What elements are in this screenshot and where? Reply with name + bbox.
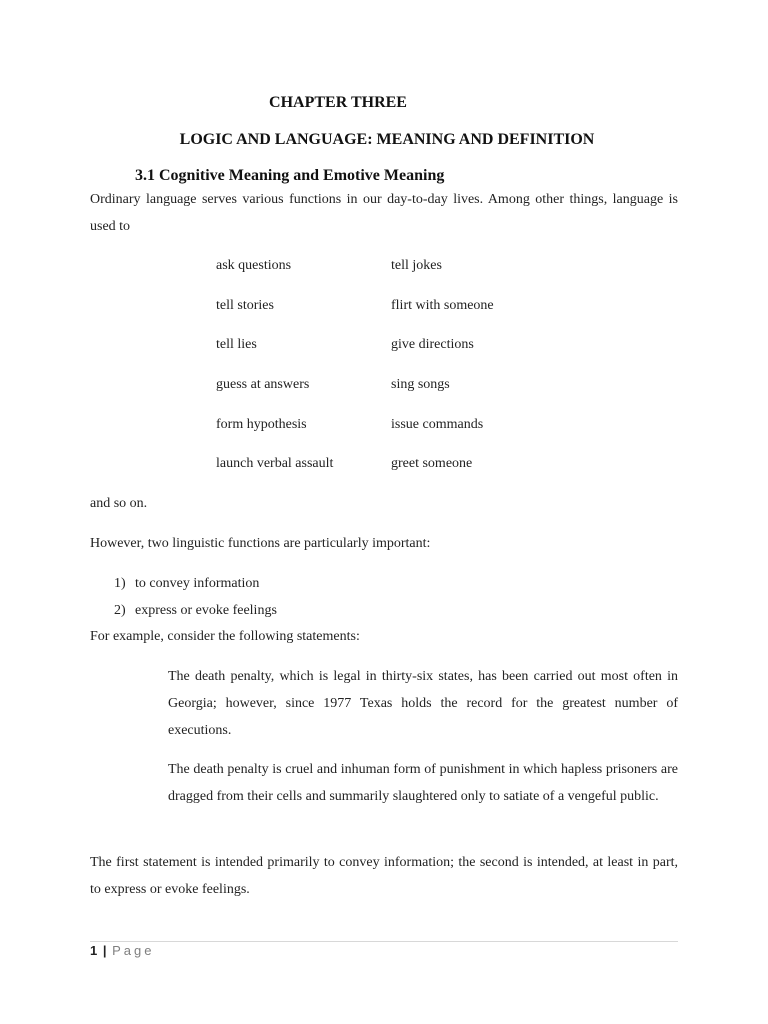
footer-divider — [90, 941, 678, 942]
list-item — [114, 603, 277, 619]
function-item: launch verbal assault — [216, 456, 334, 471]
function-item: tell lies — [216, 337, 257, 352]
and-so-on-text: and so on. — [90, 496, 148, 511]
page-label: Page — [112, 943, 155, 958]
intro-paragraph: Ordinary language serves various functions in our day-to-day lives. Among other things, language is used to — [90, 192, 678, 234]
function-item: ask questions — [216, 258, 292, 273]
conclusion-paragraph: The first statement is intended primarily to convey information; the second is intended, at least in part, to express or evoke feelings. — [90, 855, 678, 897]
function-item: sing songs — [391, 377, 450, 392]
footer-separator: | — [102, 943, 107, 958]
list-number: 2) — [114, 603, 126, 618]
page-number: 1 — [90, 943, 98, 958]
list-number: 1) — [114, 576, 126, 591]
function-item: flirt with someone — [391, 298, 494, 313]
function-item: greet someone — [391, 456, 473, 471]
page-footer — [90, 943, 155, 958]
list-text: to convey information — [135, 576, 260, 591]
statement-quote: The death penalty, which is legal in thirty-six states, has been carried out most often in Georgia; however, since 1977 Texas holds the record for the greatest number of executions. — [168, 669, 678, 738]
chapter-subtitle: LOGIC AND LANGUAGE: MEANING AND DEFINITION — [179, 131, 595, 148]
function-item: tell jokes — [391, 258, 442, 273]
list-item — [114, 576, 259, 592]
statement-quote: The death penalty is cruel and inhuman form of punishment in which hapless prisoners are dragged from their cells and summarily slaughtered only to satiate of a vengeful public. — [168, 762, 678, 804]
function-item: form hypothesis — [216, 417, 307, 432]
function-item: issue commands — [391, 417, 484, 432]
section-heading: 3.1 Cognitive Meaning and Emotive Meaning — [135, 167, 445, 184]
however-text: However, two linguistic functions are particularly important: — [90, 536, 431, 551]
chapter-title: CHAPTER THREE — [269, 94, 407, 111]
function-item: guess at answers — [216, 377, 310, 392]
function-item: give directions — [391, 337, 474, 352]
function-item: tell stories — [216, 298, 274, 313]
for-example-text: For example, consider the following statements: — [90, 629, 360, 644]
list-text: express or evoke feelings — [135, 603, 277, 618]
